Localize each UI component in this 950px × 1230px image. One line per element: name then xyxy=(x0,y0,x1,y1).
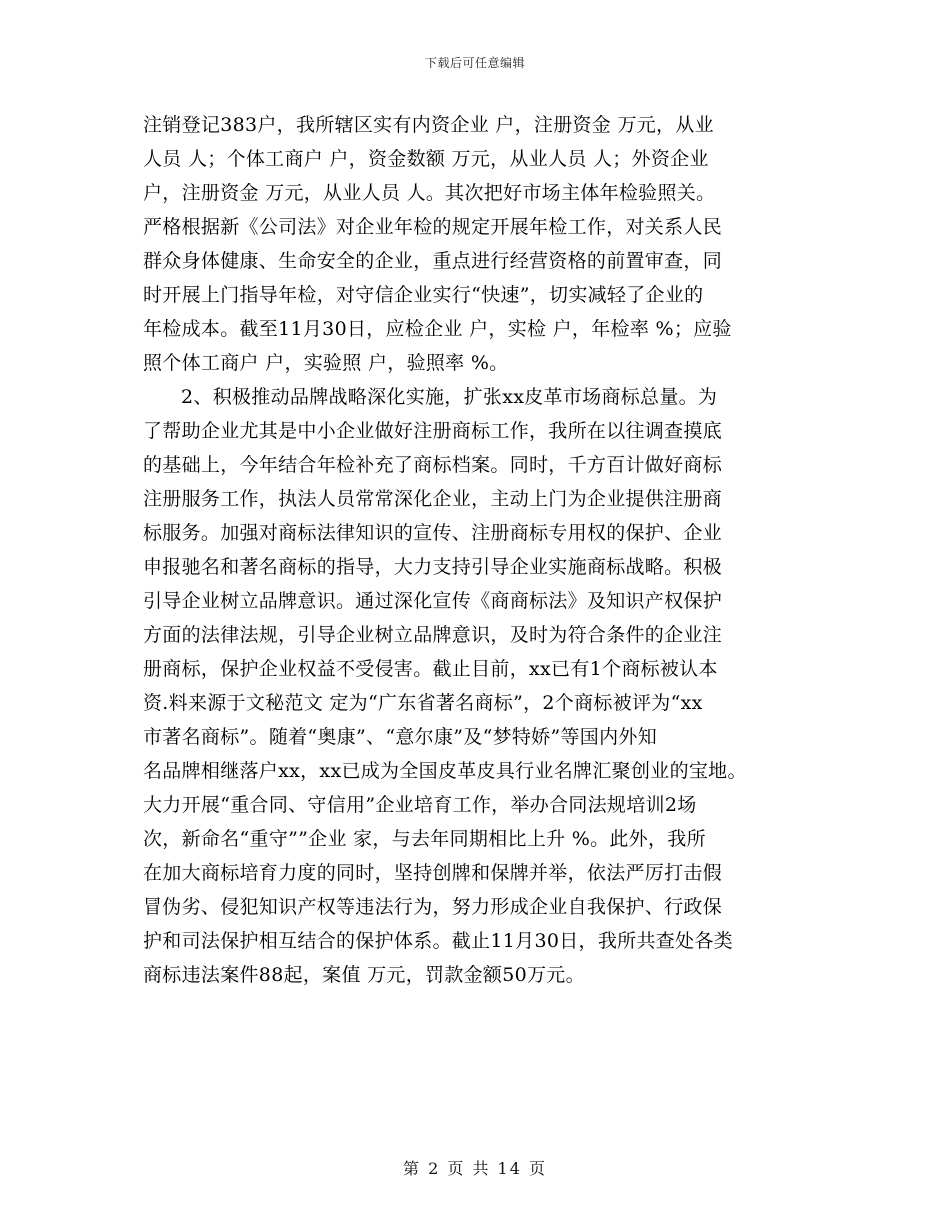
text-line: 标服务。加强对商标法律知识的宣传、注册商标专用权的保护、企业 xyxy=(143,522,723,544)
text-line: 的基础上，今年结合年检补充了商标档案。同时，千方百计做好商标 xyxy=(143,454,723,476)
text-line: 大力开展“重合同、守信用”企业培育工作，举办合同法规培训2场 xyxy=(143,794,697,816)
paragraph-start-line: 2、积极推动品牌战略深化实施，扩张xx皮革市场商标总量。为 xyxy=(181,386,718,408)
page-number-footer: 第 2 页 共 14 页 xyxy=(403,1159,547,1178)
text-line: 群众身体健康、生命安全的企业，重点进行经营资格的前置审查，同 xyxy=(143,250,723,272)
text-line: 了帮助企业尤其是中小企业做好注册商标工作，我所在以往调查摸底 xyxy=(143,420,723,442)
text-line: 次，新命名“重守””企业 家，与去年同期相比上升 %。此外，我所 xyxy=(143,828,706,850)
text-line: 资.料来源于文秘范文 定为“广东省著名商标”，2个商标被评为“xx xyxy=(143,692,703,714)
text-line: 名品牌相继落户xx，xx已成为全国皮革皮具行业名牌汇聚创业的宝地。 xyxy=(143,760,747,782)
text-line: 时开展上门指导年检，对守信企业实行“快速”，切实减轻了企业的 xyxy=(143,284,704,306)
text-line: 冒伪劣、侵犯知识产权等违法行为，努力形成企业自我保护、行政保 xyxy=(143,896,723,918)
text-line: 在加大商标培育力度的同时，坚持创牌和保牌并举，依法严厉打击假 xyxy=(143,862,723,884)
text-line: 方面的法律法规，引导企业树立品牌意识，及时为符合条件的企业注 xyxy=(143,624,723,646)
text-line: 护和司法保护相互结合的保护体系。截止11月30日，我所共查处各类 xyxy=(143,930,733,952)
text-line: 商标违法案件88起，案值 万元，罚款金额50万元。 xyxy=(143,964,585,986)
text-line: 注销登记383户，我所辖区实有内资企业 户，注册资金 万元，从业 xyxy=(143,114,714,136)
text-line: 册商标，保护企业权益不受侵害。截止目前，xx已有1个商标被认本 xyxy=(143,658,718,680)
text-line: 户，注册资金 万元，从业人员 人。其次把好市场主体年检验照关。 xyxy=(143,182,716,204)
text-line: 市著名商标”。随着“奥康”、“意尔康”及“梦特娇”等国内外知 xyxy=(143,726,657,748)
document-body xyxy=(143,108,813,992)
text-line: 严格根据新《公司法》对企业年检的规定开展年检工作，对关系人民 xyxy=(143,216,723,238)
text-line: 引导企业树立品牌意识。通过深化宣传《商商标法》及知识产权保护 xyxy=(143,590,723,612)
text-line: 申报驰名和著名商标的指导，大力支持引导企业实施商标战略。积极 xyxy=(143,556,723,578)
page-header: 下载后可任意编辑 xyxy=(424,56,525,70)
text-line: 年检成本。截至11月30日，应检企业 户，实检 户，年检率 %；应验 xyxy=(143,318,732,340)
text-line: 人员 人；个体工商户 户，资金数额 万元，从业人员 人；外资企业 xyxy=(143,148,709,170)
text-line: 注册服务工作，执法人员常常深化企业，主动上门为企业提供注册商 xyxy=(143,488,723,510)
text-line: 照个体工商户 户，实验照 户，验照率 %。 xyxy=(143,352,509,374)
